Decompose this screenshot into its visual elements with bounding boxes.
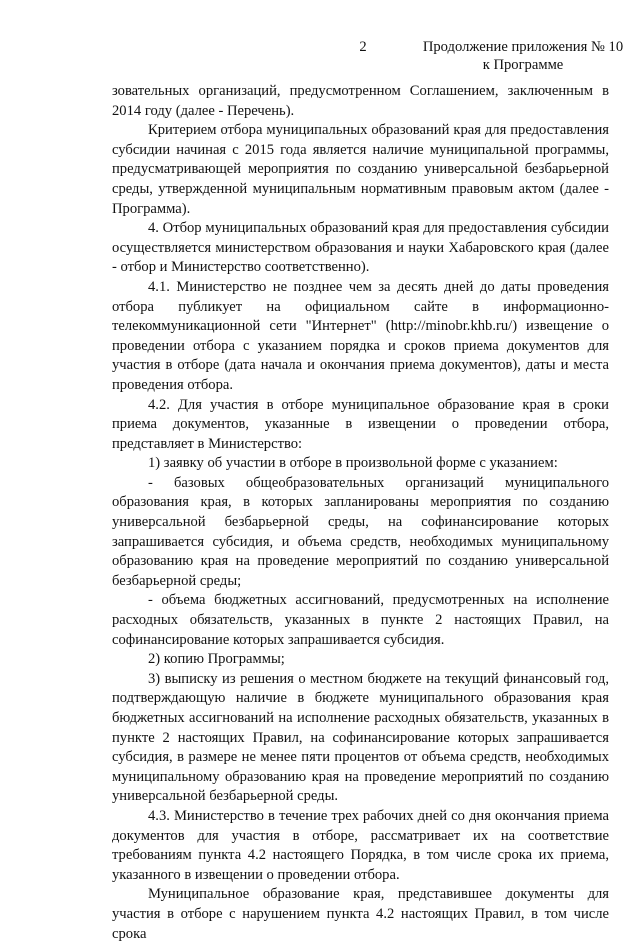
list-item-budget-extract: 3) выписку из решения о местном бюджете на текущий финансовый год, подтверждающую наличие в бюджете муниципального образования края бюджетных ассигнований на исполнение расходных обязательств, указанных в пункте 2 настоящих Правил, на софинансирование которых запрашивается субсидия, в размере не менее пяти процентов от объема средств, необходимых муниципальному образованию края на проведение мероприятий по созданию универсальной безбарьерной среды. <box>112 670 609 805</box>
page-number: 2 <box>359 39 367 55</box>
paragraph-section-4-2: 4.2. Для участия в отборе муниципальное образование края в сроки приема документов, указанные в извещении о проведении отбора, представляет в Министерство: <box>112 396 609 452</box>
list-subitem-base-organizations: - базовых общеобразовательных организаций муниципального образования края, в которых запланированы мероприятия по созданию универсальной безбарьерной среды, на софинансирование которых запрашивается субсидия, и объема средств, необходимых муниципальному образованию края на проведение мероприятий по созданию универсальной безбарьерной среды; <box>112 474 609 589</box>
paragraph-section-4: 4. Отбор муниципальных образований края для предоставления субсидии осуществляется министерством образования и науки Хабаровского края (далее - отбор и Министерство соответственно). <box>112 220 609 276</box>
list-item-application: 1) заявку об участии в отборе в произвольной форме с указанием: <box>148 455 558 472</box>
paragraph-selection-criterion: Критерием отбора муниципальных образований края для предоставления субсидии начиная с 2015 года является наличие муниципальной программы, предусматривающей мероприятия по созданию универсальной безбарьерной среды, утвержденной муниципальным нормативным правовым актом (далее - Программа). <box>112 122 609 217</box>
paragraph-section-4-1: 4.1. Министерство не позднее чем за десять дней до даты проведения отбора публикует на официальном сайте в информационно-телекоммуникационной сети "Интернет" (http://minobr.khb.ru/) извещение о проведении отбора с указанием порядка и сроков приема документов для участия в отборе (дата начала и окончания приема документов), даты и места проведения отбора. <box>112 278 609 393</box>
list-item-program-copy: 2) копию Программы; <box>148 651 285 668</box>
paragraph-section-4-3: 4.3. Министерство в течение трех рабочих дней со дня окончания приема документов для участия в отборе, рассматривает их на соответствие требованиям пункта 4.2 настоящего Порядка, в том числе срока их приема, указанного в извещении о проведении отбора. <box>112 807 609 883</box>
body-text <box>112 82 609 944</box>
appendix-reference-line-2: к Программе <box>482 57 564 73</box>
list-subitem-budget-allocations: - объема бюджетных ассигнований, предусмотренных на исполнение расходных обязательств, указанных в пункте 2 настоящих Правил, на софинансирование которых запрашивается субсидия. <box>112 592 609 648</box>
appendix-reference-line-1: Продолжение приложения № 10 <box>422 39 624 55</box>
paragraph-continuation: зовательных организаций, предусмотренном Соглашением, заключенным в 2014 году (далее - Перечень). <box>112 83 609 119</box>
appendix-reference <box>418 38 628 74</box>
paragraph-municipality-violation: Муниципальное образование края, представившее документы для участия в отборе с нарушением пункта 4.2 настоящих Правил, в том числе срока <box>112 886 609 942</box>
